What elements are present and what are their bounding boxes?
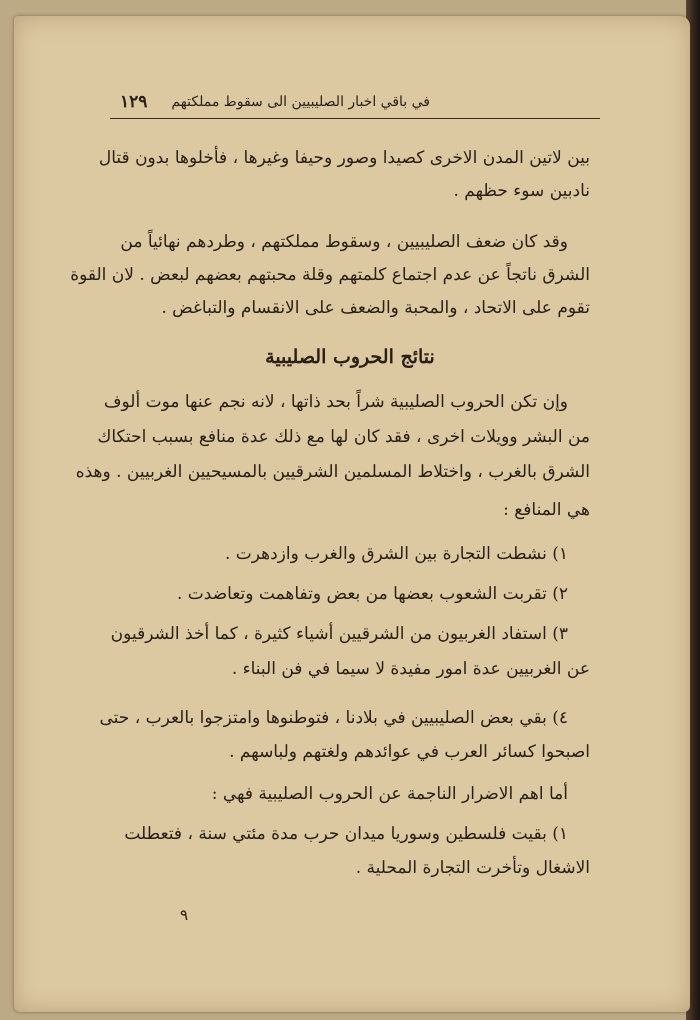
paragraph-line: وإن تكن الحروب الصليبية شراً بحد ذاتها ، لانه نجم عنها موت ألوف	[103, 392, 568, 412]
list-item: ٢) تقربت الشعوب بعضها من بعض وتفاهمت وتعاضدت .	[177, 584, 568, 604]
list-item-continuation: الاشغال وتأخرت التجارة المحلية .	[355, 858, 590, 878]
paragraph-line: الشرق بالغرب ، واختلاط المسلمين الشرقيين بالمسيحيين الغربيين . وهذه	[75, 462, 590, 482]
signature-mark: ٩	[180, 906, 189, 924]
paragraph-line: تقوم على الاتحاد ، والمحبة والضعف على الانقسام والتباغض .	[161, 298, 590, 318]
paragraph-line: الشرق ناتجاً عن عدم اجتماع كلمتهم وقلة محبتهم بعضهم لبعض . لان القوة	[70, 265, 590, 285]
list-item: ٣) استفاد الغربيون من الشرقيين أشياء كثيرة ، كما أخذ الشرقيون	[110, 624, 568, 644]
paragraph-line: وقد كان ضعف الصليبيين ، وسقوط مملكتهم ، وطردهم نهائياً من	[120, 232, 568, 252]
paragraph-line: نادبين سوء حظهم .	[453, 181, 590, 201]
paragraph-line: هي المنافع :	[503, 500, 590, 520]
page-number: ١٢٩	[120, 92, 148, 112]
list-item: ٤) بقي بعض الصليبيين في بلادنا ، فتوطنوها وامتزجوا بالعرب ، حتى	[99, 708, 568, 728]
section-title: نتائج الحروب الصليبية	[265, 346, 435, 368]
paragraph-line: أما اهم الاضرار الناجمة عن الحروب الصليبية فهي :	[211, 784, 568, 804]
running-title: في باقي اخبار الصليبيين الى سقوط مملكتهم	[171, 94, 430, 110]
list-item: ١) بقيت فلسطين وسوريا ميدان حرب مدة مئتي سنة ، فتعطلت	[124, 824, 568, 844]
list-item: ١) نشطت التجارة بين الشرق والغرب وازدهرت .	[224, 544, 568, 564]
list-item-continuation: اصبحوا كسائر العرب في عوائدهم ولغتهم ولباسهم .	[229, 742, 590, 762]
paragraph-line: من البشر وويلات اخرى ، فقد كان لها مع ذلك عدة منافع بسبب احتكاك	[97, 427, 590, 447]
list-item-continuation: عن الغربيين عدة امور مفيدة لا سيما في فن البناء .	[231, 659, 590, 679]
paragraph-line: بين لاتين المدن الاخرى كصيدا وصور وحيفا وغيرها ، فأخلوها بدون قتال	[98, 148, 590, 168]
running-header	[110, 92, 600, 119]
